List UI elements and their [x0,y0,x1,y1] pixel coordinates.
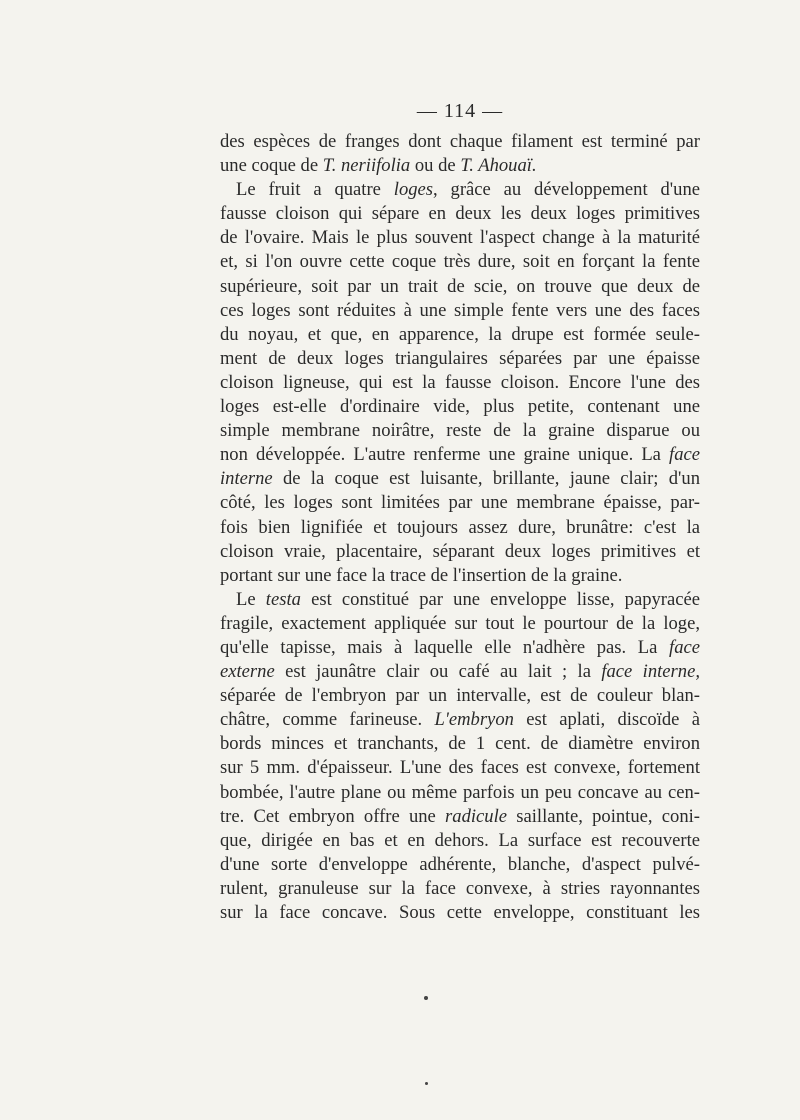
text-run: simple membrane noirâtre, reste de la graine disparue ou [220,420,700,442]
italic-term: interne [220,468,273,490]
text-line [220,756,700,780]
text-run: sur 5 mm. d'épaisseur. L'une des faces est convexe, fortement [220,757,700,779]
text-line [220,636,700,660]
text-run: est jaunâtre clair ou café au lait ; la [274,661,602,683]
text-run: ment de deux loges triangulaires séparées par une épaisse [220,347,700,369]
text-run: rulent, granuleuse sur la face convexe, à stries rayonnantes [220,877,700,899]
text-run: ces loges sont réduites à une simple fente vers une des faces [220,299,700,321]
italic-term: face interne, [601,661,700,683]
text-line [220,323,700,347]
text-line [220,419,700,443]
text-run: sur la face concave. Sous cette enveloppe, constituant les [220,902,700,923]
text-line [220,660,700,684]
italic-term: testa [265,588,301,610]
text-line [220,540,700,564]
text-line [220,154,700,178]
text-run: châtre, comme farineuse. [220,709,435,731]
text-run: qu'elle tapisse, mais à laquelle elle n'adhère pas. La [220,636,670,658]
text-run: portant sur une face la trace de l'insertion de la graine. [220,564,623,586]
body-text [220,130,700,925]
text-run: cloison ligneuse, qui est la fausse cloison. Encore l'une des [220,371,700,393]
text-run: côté, les loges sont limitées par une membrane épaisse, par- [220,492,700,514]
text-run: séparée de l'embryon par un intervalle, est de couleur blan- [220,685,700,707]
text-run: saillante, pointue, coni- [507,805,700,827]
text-line [220,467,700,491]
text-line [220,202,700,226]
text-line [220,130,700,154]
text-line [220,732,700,756]
text-line [220,395,700,419]
text-line [220,275,700,299]
italic-term: face [669,444,700,466]
text-line [220,684,700,708]
text-line [220,781,700,805]
text-run: et, si l'on ouvre cette coque très dure, soit en forçant la fente [220,251,700,273]
text-line [220,588,700,612]
text-line [220,299,700,323]
text-run: tre. Cet embryon offre une [220,805,446,827]
italic-term: T. neriifolia [322,155,411,177]
text-run: est constitué par une enveloppe lisse, papyracée [300,588,700,610]
text-run: fragile, exactement appliquée sur tout le pourtour de la loge, [220,612,700,634]
text-run: loges est-elle d'ordinaire vide, plus petite, contenant une [220,396,700,418]
page-number: — 114 — [416,100,504,122]
text-line [220,853,700,877]
text-line [220,829,700,853]
text-line [220,491,700,515]
italic-term: T. Ahouaï. [460,155,537,177]
text-run: fois bien lignifiée et toujours assez dure, brunâtre: c'est la [220,516,700,538]
italic-term: L'embryon [434,709,514,731]
text-line [220,564,700,588]
text-run: , grâce au développement d'une [433,179,700,201]
text-line [220,612,700,636]
ink-speck [425,1082,428,1085]
italic-term: loges [393,179,434,201]
text-line [220,371,700,395]
text-run: bords minces et tranchants, de 1 cent. de diamètre environ [220,733,700,755]
text-run: ou de [410,155,461,177]
italic-term: externe [220,661,275,683]
text-run: fausse cloison qui sépare en deux les deux loges primitives [220,203,700,225]
text-line [220,443,700,467]
text-run: non développée. L'autre renferme une graine unique. La [220,444,670,466]
text-run: Le [236,588,266,610]
text-run: Le fruit a quatre [236,179,394,201]
text-line [220,226,700,250]
text-run: supérieure, soit par un trait de scie, on trouve que deux de [220,275,700,297]
text-run: est aplati, discoïde à [513,709,700,731]
text-line [220,708,700,732]
text-line [220,901,700,925]
text-run: une coque de [220,155,323,177]
text-line [220,250,700,274]
text-run: d'une sorte d'enveloppe adhérente, blanche, d'aspect pulvé- [220,853,700,875]
text-run: de la coque est luisante, brillante, jaune clair; d'un [272,468,700,490]
text-line [220,516,700,540]
text-run: de l'ovaire. Mais le plus souvent l'aspect change à la maturité [220,227,700,249]
text-line [220,178,700,202]
text-line [220,877,700,901]
ink-speck [424,996,428,1000]
italic-term: radicule [445,805,508,827]
text-line [220,347,700,371]
text-run: que, dirigée en bas et en dehors. La surface est recouverte [220,829,700,851]
text-run: des espèces de franges dont chaque filament est terminé par [220,131,700,152]
text-run: cloison vraie, placentaire, séparant deux loges primitives et [220,540,700,562]
italic-term: face [669,636,700,658]
text-line [220,805,700,829]
text-run: du noyau, et que, en apparence, la drupe est formée seule- [220,323,700,345]
text-run: bombée, l'autre plane ou même parfois un peu concave au cen- [220,781,700,803]
